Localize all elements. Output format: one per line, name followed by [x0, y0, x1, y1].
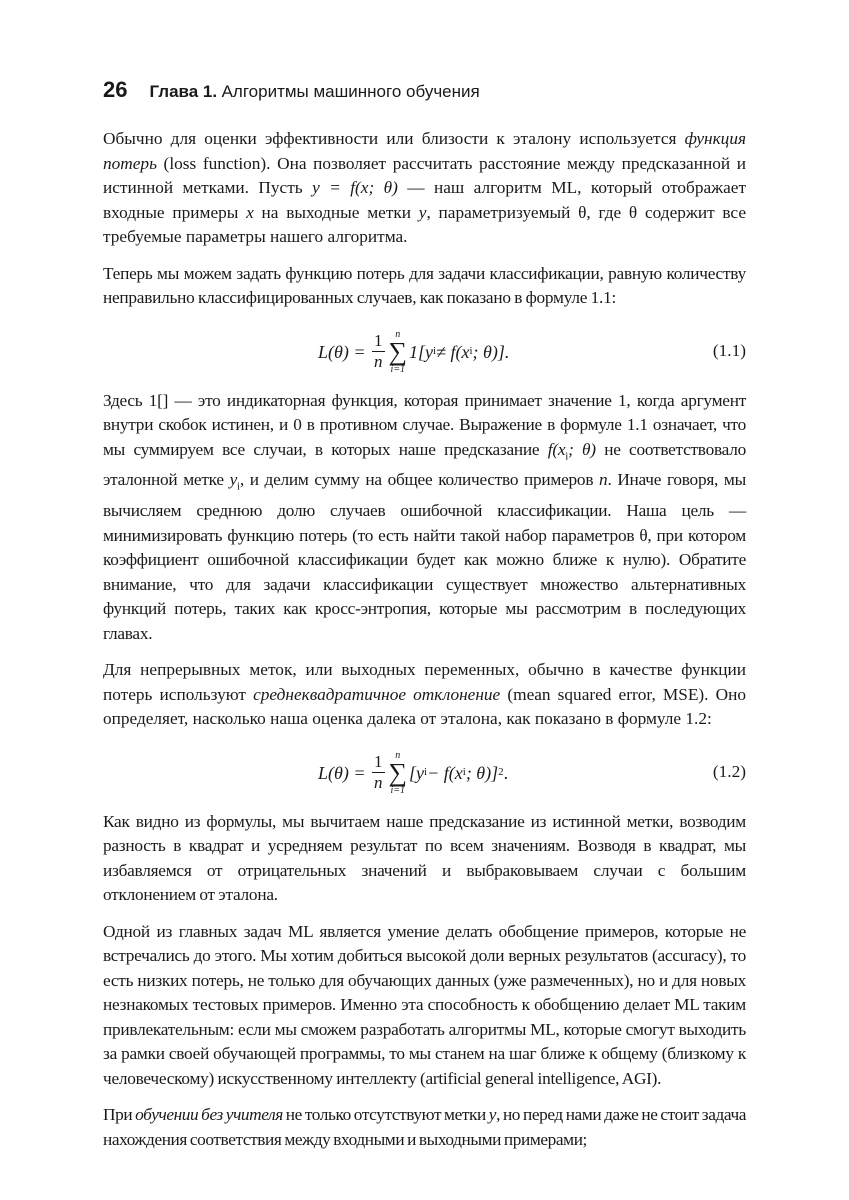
- fraction: $\frac{1}{n}$: [374, 331, 383, 371]
- equation-1-1: L(θ) = $\frac{1}{n}$ n ∑ i=1 1[y i ≠ f(x i ; θ)]. (1.1): [318, 328, 746, 375]
- equation-number: (1.2): [712, 761, 746, 781]
- page-number: 26: [103, 77, 128, 102]
- term-loss-function: функция потерь: [103, 129, 746, 173]
- paragraph-classification-intro: Теперь мы можем задать функцию потерь для задачи классификации, равную количеству неправильно классифицированных случаев, как показано в формуле 1.1:: [103, 263, 746, 307]
- paragraph-formula-explanation: Как видно из формулы, мы вычитаем наше предсказание из истинной метки, возводим разность в квадрат и усредняем результат по всем значениям. Возводя в квадрат, мы избавляемся от отрицательных значений и выбраковываем случаи с большим отклонением от эталона.: [103, 811, 746, 905]
- running-header: [103, 77, 480, 103]
- paragraph-generalization: Одной из главных задач ML является умение делать обобщение примеров, которые не встречались до этого. Мы хотим добиться высокой доли верных результатов (accuracy), то есть низких потерь, не только для обучающих данных (уже размеченных), но и для новых незнакомых тестовых примеров. Именно эта способность к обобщению делает ML таким привлекательным: если мы сможем разработать алгоритмы ML, которые смогут выходить за рамки своей обучающей программы, то мы станем на шаг ближе к общему (близкому к человеческому) искусственному интеллекту (artificial general intelligence, AGI).: [103, 921, 746, 1088]
- chapter-label: Глава 1.: [149, 82, 218, 101]
- paragraph-indicator-function: Здесь 1[] — это индикаторная функция, которая принимает значение 1, когда аргумент внутри скобок истинен, и 0 в противном случае. Выражение в формуле 1.1 означает, что мы суммируем все случаи, в которых наше предсказание $f(x_i$; θ) не соответствовало эталонной метке $y_i$, и делим сумму на общее количество примеров n. Иначе говоря, мы вычисляем среднюю долю случаев ошибочной классификации. Наша цель — минимизировать функцию потерь (то есть найти такой набор параметров θ, при котором коэффициент ошибочной классификации будет как можно ближе к нулю). Обратите внимание, что для задачи классификации существует множество альтернативных функций потерь, таких как кросс-энтропия, которые мы рассмотрим в последующих главах.: [103, 390, 746, 643]
- paragraph-loss-function: Обычно для оценки эффективности или близости к эталону используется функция потерь (loss function). Она позволяет рассчитать расстояние между предсказанной и истинной метками. Пусть y = f(x; θ) — наш алгоритм ML, который отображает входные примеры x на выходные метки y, параметризуемый θ, где θ содержит все требуемые параметры нашего алгоритма.: [103, 129, 746, 246]
- summation-symbol: n ∑ i=1: [388, 749, 408, 796]
- page-body: [103, 127, 746, 1164]
- fraction: $\frac{1}{n}$: [374, 752, 383, 793]
- paragraph-unsupervised: При обучении без учителя не только отсутствуют метки y, но перед нами даже не стоит задача нахождения соответствия между входными и выходными примерами;: [103, 1105, 747, 1149]
- paragraph-mse: Для непрерывных меток, или выходных переменных, обычно в качестве функции потерь используют среднеквадратичное отклонение (mean squared error, MSE). Оно определяет, насколько наша оценка далека от эталона, как показано в формуле 1.2:: [103, 660, 747, 729]
- inline-formula: y = f(x; θ): [312, 178, 398, 197]
- term-unsupervised: обучении без учителя: [135, 1105, 283, 1125]
- chapter-title: Алгоритмы машинного обучения: [221, 82, 480, 101]
- summation-symbol: n ∑ i=1: [388, 328, 408, 375]
- equation-1-2: L(θ) = $\frac{1}{n}$ n ∑ i=1 [y i − f(x i ; θ)] 2 . (1.2): [318, 749, 746, 796]
- term-mse: среднеквадратичное отклонение: [253, 684, 501, 704]
- equation-number: (1.1): [712, 340, 746, 360]
